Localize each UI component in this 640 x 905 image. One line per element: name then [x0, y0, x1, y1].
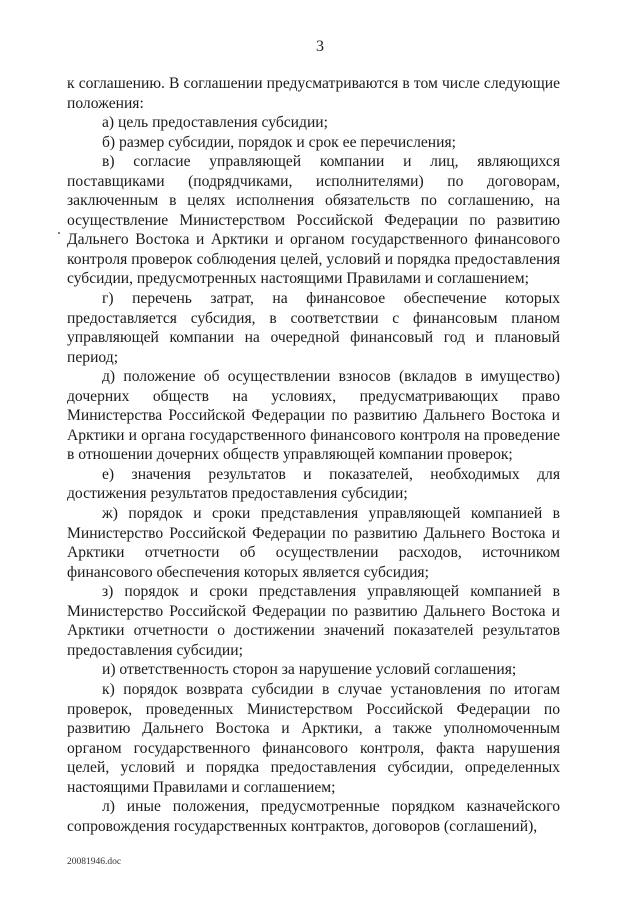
page-number: 3	[316, 38, 324, 55]
list-item-z: з) порядок и сроки представления управляющей компанией в Министерство Российской Федерации по развитию Дальнего Востока и Арктики отчетности о достижении значений показателей результатов предоставления субсидии;	[67, 583, 560, 659]
list-item-v: в) согласие управляющей компании и лиц, являющихся поставщиками (подрядчиками, исполнителями) по договорам, заключенным в целях исполнения обязательств по соглашению, на осуществление Министерством Российской Федерации по развитию Дальнего Востока и Арктики и органом государственного финансового контроля проверок соблюдения целей, условий и порядка предоставления субсидии, предусмотренных настоящими Правилами и соглашением;	[67, 153, 560, 288]
list-item-d: д) положение об осуществлении взносов (вкладов в имущество) дочерних обществ на условиях, предусматривающих право Министерства Российской Федерации по развитию Дальнего Востока и Арктики и органа государственного финансового контроля на проведение в отношении дочерних обществ управляющей компании проверок;	[67, 368, 560, 464]
list-item-k: к) порядок возврата субсидии в случае установления по итогам проверок, проведенных Министерством Российской Федерации по развитию Дальнего Востока и Арктики, а также уполномоченным органом государственного финансового контроля, факта нарушения целей, условий и порядка предоставления субсидии, определенных настоящими Правилами и соглашением;	[67, 680, 560, 796]
list-item-b: б) размер субсидии, порядок и срок ее перечисления;	[102, 133, 456, 151]
paragraph-continuation: к соглашению. В соглашении предусматриваются в том числе следующие положения:	[67, 75, 560, 112]
margin-dot	[58, 232, 60, 234]
list-item-zh: ж) порядок и сроки представления управляющей компанией в Министерство Российской Федерации по развитию Дальнего Востока и Арктики отчетности об осуществлении расходов, источником финансового обеспечения которых является субсидия;	[67, 505, 560, 581]
list-item-i: и) ответственность сторон за нарушение условий соглашения;	[102, 661, 517, 679]
list-item-e: е) значения результатов и показателей, необходимых для достижения результатов предоставления субсидии;	[67, 465, 560, 503]
document-body	[67, 74, 560, 836]
list-item-g: г) перечень затрат, на финансовое обеспечение которых предоставляется субсидия, в соответствии с финансовым планом управляющей компании на очередной финансовый год и плановый период;	[67, 290, 560, 366]
file-name-footer: 20081946.doc	[67, 857, 122, 867]
list-item-a: а) цель предоставления субсидии;	[102, 114, 328, 132]
list-item-l: л) иные положения, предусмотренные порядком казначейского сопровождения государственных контрактов, договоров (соглашений),	[67, 798, 560, 835]
